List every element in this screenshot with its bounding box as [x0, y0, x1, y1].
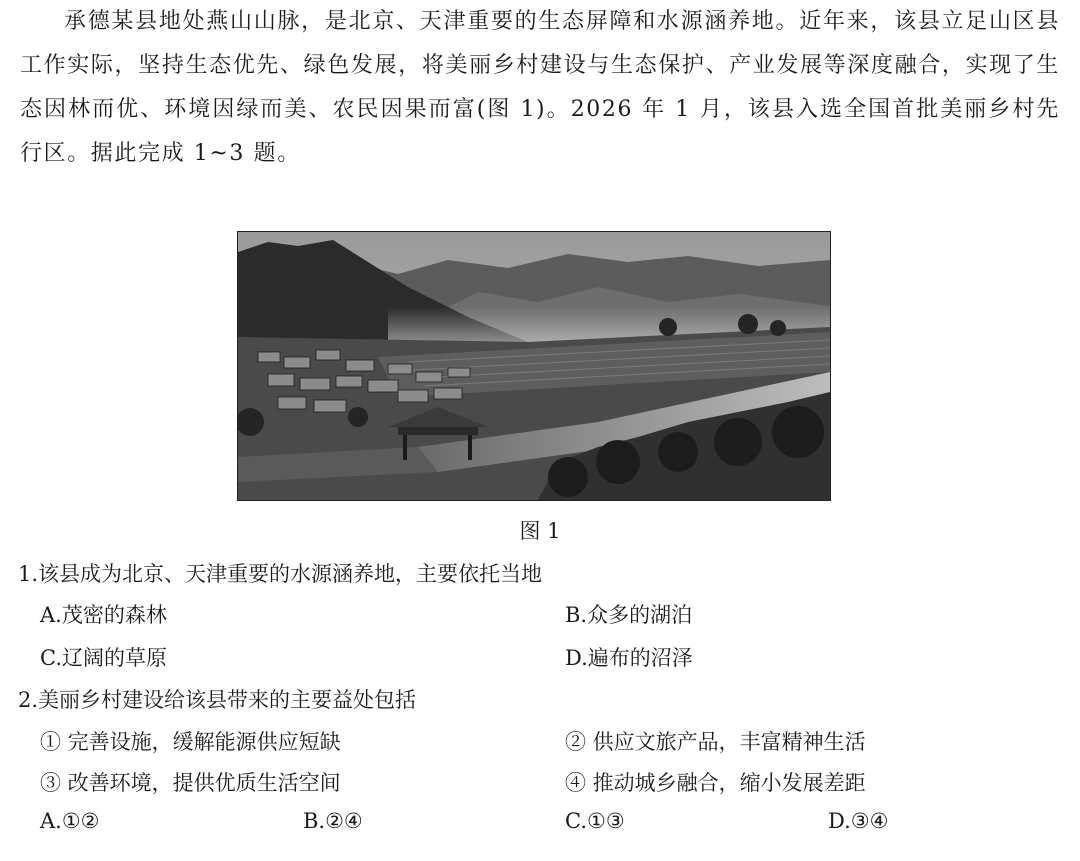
village-photo — [237, 231, 831, 501]
question-2-option-b[interactable]: B.②④ — [303, 809, 363, 833]
question-2-statement-1: ① 完善设施，缓解能源供应短缺 — [40, 730, 341, 754]
question-1-option-d[interactable]: D.遍布的沼泽 — [565, 646, 693, 670]
question-2-option-d[interactable]: D.③④ — [828, 809, 889, 833]
question-1-option-b[interactable]: B.众多的湖泊 — [565, 603, 693, 627]
figure-caption: 图 1 — [519, 519, 561, 543]
question-2-statement-2: ② 供应文旅产品，丰富精神生活 — [565, 730, 866, 754]
village-landscape-image — [238, 232, 830, 500]
question-2-statement-4: ④ 推动城乡融合，缩小发展差距 — [565, 771, 866, 795]
question-1-stem: 1.该县成为北京、天津重要的水源涵养地，主要依托当地 — [18, 562, 543, 586]
question-1-option-c[interactable]: C.辽阔的草原 — [40, 646, 167, 670]
intro-passage — [20, 0, 1060, 176]
question-2-option-c[interactable]: C.①③ — [565, 809, 625, 833]
question-2-statement-3: ③ 改善环境，提供优质生活空间 — [40, 771, 341, 795]
question-1-option-a[interactable]: A.茂密的森林 — [40, 603, 167, 627]
passage-text: 承德某县地处燕山山脉，是北京、天津重要的生态屏障和水源涵养地。近年来，该县立足山区县工作实际，坚持生态优先、绿色发展，将美丽乡村建设与生态保护、产业发展等深度融合，实现了生态因林而优、环境因绿而美、农民因果而富(图 1)。2026 年 1 月，该县入选全国首批美丽乡村先行区。据此完成 1~3 题。 — [20, 9, 1060, 166]
question-2-stem: 2.美丽乡村建设给该县带来的主要益处包括 — [18, 688, 417, 712]
question-2-option-a[interactable]: A.①② — [40, 809, 100, 833]
